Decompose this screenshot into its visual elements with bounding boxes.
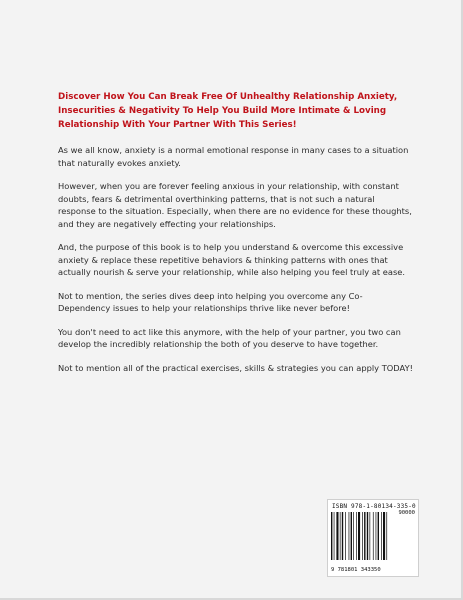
paragraph: Not to mention all of the practical exercises, skills & strategies you can apply TODAY! [58,362,413,373]
blurb [58,90,414,385]
paragraph: You don't need to act like this anymore, with the help of your partner, you two can develop the incredibly relationship the both of you deserve to have together. [58,326,401,349]
isbn-barcode [327,499,419,577]
paragraph: And, the purpose of this book is to help you understand & overcome this excessive anxiety & replace these repetitive behaviors & thinking patterns with ones that actually nourish & serve your relationship, while also helping you feel truly at ease. [58,242,406,277]
paragraph: As we all know, anxiety is a normal emotional response in many cases to a situation that naturally evokes anxiety. [58,145,409,168]
barcode-addon: 90000 [398,510,415,516]
barcode-bars [331,512,393,564]
paragraph: However, when you are forever feeling anxious in your relationship, with constant doubts, fears & detrimental overthinking patterns, that is not such a natural response to the situation. Especially, when there are no evidence for these thoughts, and they are negatively effecting your relationships. [58,181,412,229]
paragraph: Not to mention, the series dives deep into helping you overcome any Co-Dependency issues to help your relationships thrive like never before! [58,290,363,313]
headline: Discover How You Can Break Free Of Unhealthy Relationship Anxiety, Insecurities & Negativity To Help You Build More Intimate & Loving Relationship With Your Partner With This Series! [58,92,398,130]
barcode-digits: 9 781801 343350 [331,567,381,573]
isbn-label: ISBN 978-1-80134-335-0 [332,503,416,510]
